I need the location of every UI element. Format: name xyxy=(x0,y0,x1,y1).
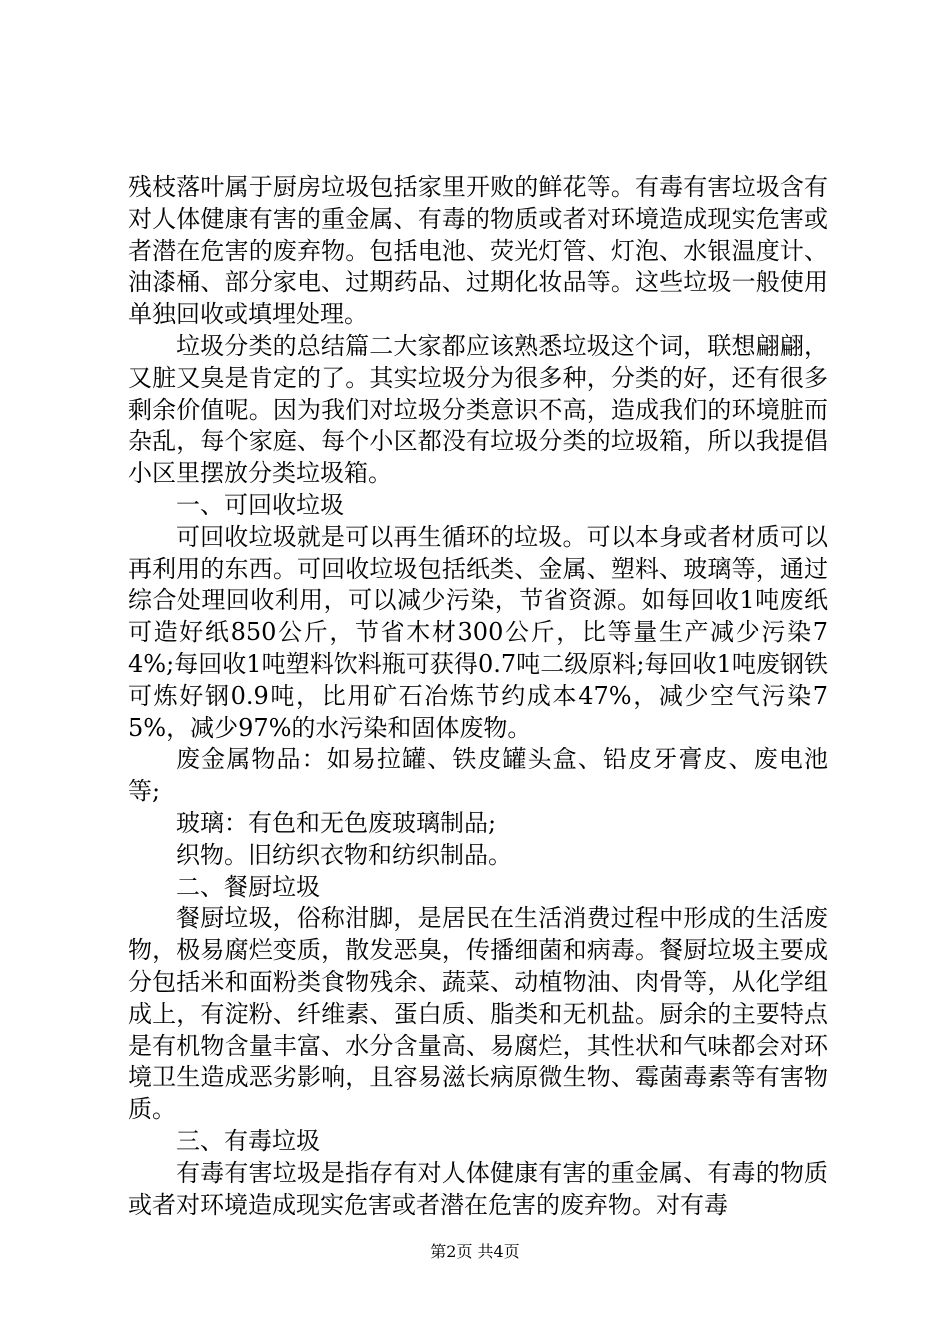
paragraph-textile: 织物。旧纺织衣物和纺织制品。 xyxy=(176,840,512,869)
section-heading-kitchen: 二、餐厨垃圾 xyxy=(176,872,320,901)
paragraph-toxic: 有毒有害垃圾是指存有对人体健康有害的重金属、有毒的物质或者对环境造成现实危害或者潜在危害的废弃物。对有毒 xyxy=(128,1158,828,1219)
document-body xyxy=(128,172,828,1221)
section-heading-recyclable: 一、可回收垃圾 xyxy=(176,490,344,519)
paragraph-metal: 废金属物品：如易拉罐、铁皮罐头盒、铅皮牙膏皮、废电池等; xyxy=(128,745,828,806)
paragraph-1: 残枝落叶属于厨房垃圾包括家里开败的鲜花等。有毒有害垃圾含有对人体健康有害的重金属、有毒的物质或者对环境造成现实危害或者潜在危害的废弃物。包括电池、荧光灯管、灯泡、水银温度计、油漆桶、部分家电、过期药品、过期化妆品等。这些垃圾一般使用单独回收或填埋处理。 xyxy=(128,173,828,329)
paragraph-glass: 玻璃：有色和无色废玻璃制品; xyxy=(176,808,497,837)
paragraph-2: 垃圾分类的总结篇二大家都应该熟悉垃圾这个词，联想翩翩，又脏又臭是肯定的了。其实垃圾分为很多种，分类的好，还有很多剩余价值呢。因为我们对垃圾分类意识不高，造成我们的环境脏而杂乱，每个家庭、每个小区都没有垃圾分类的垃圾箱，所以我提倡小区里摆放分类垃圾箱。 xyxy=(128,331,828,488)
paragraph-recyclable: 可回收垃圾就是可以再生循环的垃圾。可以本身或者材质可以再利用的东西。可回收垃圾包括纸类、金属、塑料、玻璃等，通过综合处理回收利用，可以减少污染，节省资源。如每回收1吨废纸可造好纸850公斤，节省木材300公斤，比等量生产减少污染74%;每回收1吨塑料饮料瓶可获得0.7吨二级原料;每回收1吨废钢铁可炼好钢0.9吨，比用矿石冶炼节约成本47%，减少空气污染75%，减少97%的水污染和固体废物。 xyxy=(128,522,828,742)
section-heading-toxic: 三、有毒垃圾 xyxy=(176,1126,320,1155)
paragraph-kitchen: 餐厨垃圾，俗称泔脚，是居民在生活消费过程中形成的生活废物，极易腐烂变质，散发恶臭，传播细菌和病毒。餐厨垃圾主要成分包括米和面粉类食物残余、蔬菜、动植物油、肉骨等，从化学组成上，有淀粉、纤维素、蛋白质、脂类和无机盐。厨余的主要特点是有机物含量丰富、水分含量高、易腐烂，其性状和气味都会对环境卫生造成恶劣影响，且容易滋长病原微生物、霉菌毒素等有害物质。 xyxy=(128,904,828,1124)
page-number-footer: 第2页 共4页 xyxy=(430,1242,520,1261)
